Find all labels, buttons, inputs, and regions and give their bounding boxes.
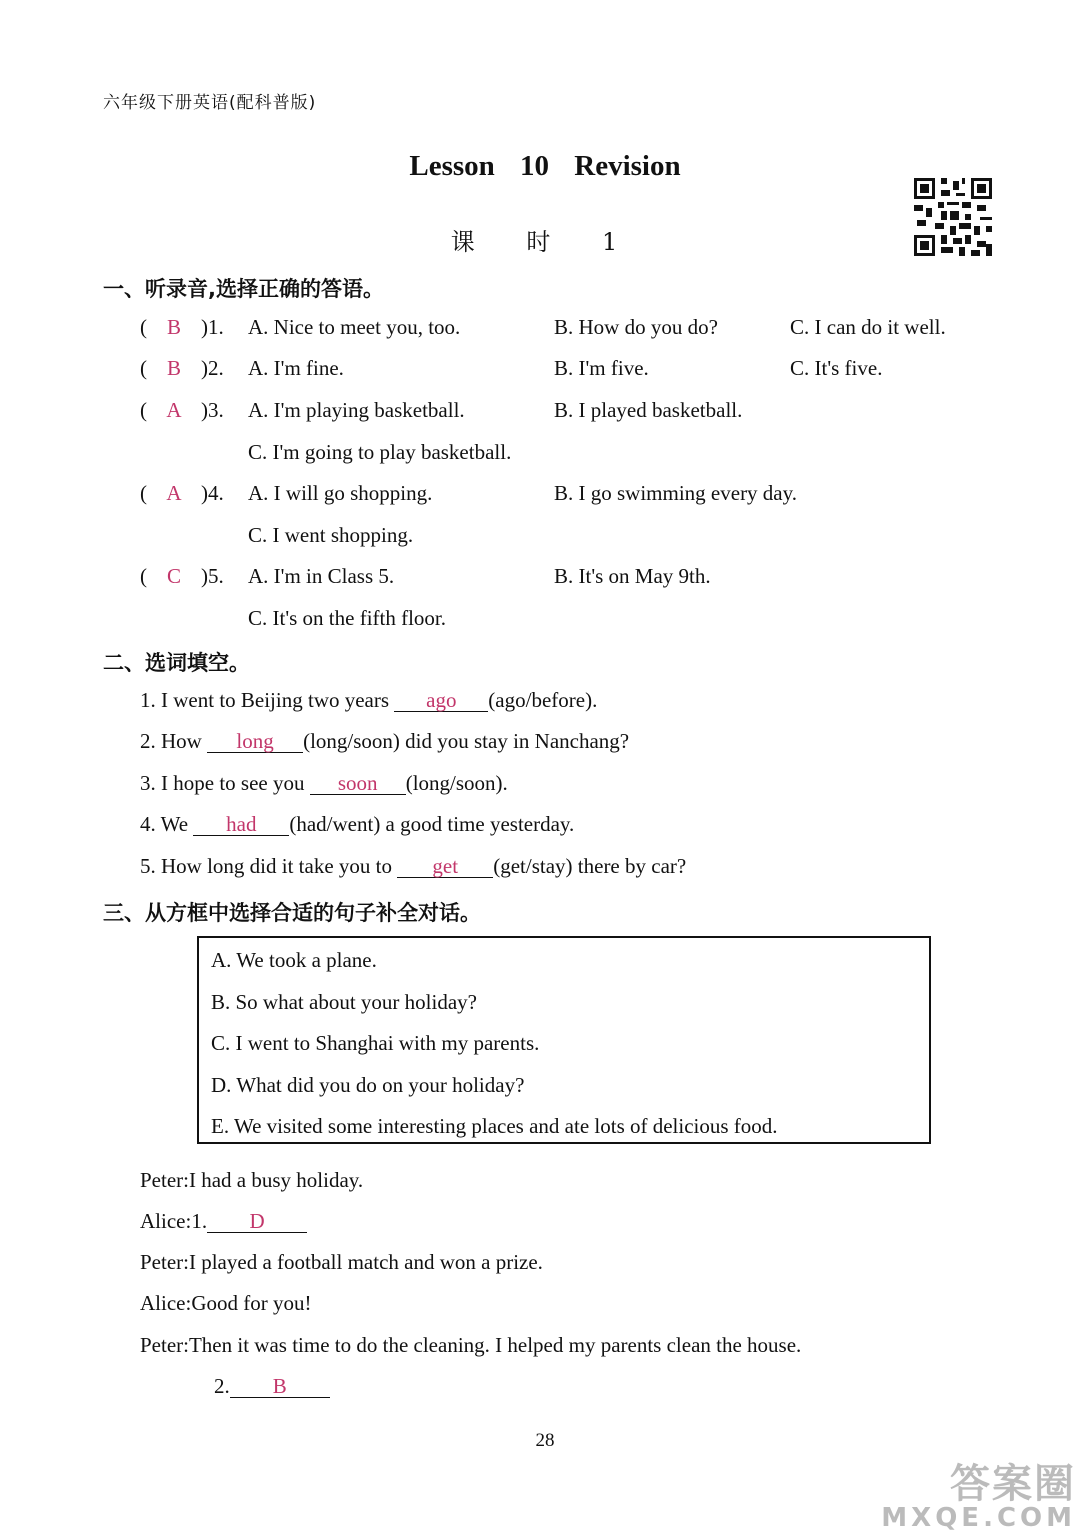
q5-option-c: C. It's on the fifth floor.: [248, 606, 447, 630]
q5-option-b: B. It's on May 9th.: [554, 564, 711, 588]
fill-item-3: 3. I hope to see you soon (long/soon).: [140, 771, 508, 795]
book-header: 六年级下册英语(配科普版): [103, 93, 317, 113]
q3-option-c: C. I'm going to play basketball.: [248, 440, 512, 464]
q2-answer: B: [166, 356, 181, 380]
fill-item-4: 4. We had (had/went) a good time yesterday.: [140, 812, 575, 836]
q4-option-a: A. I will go shopping.: [248, 481, 433, 505]
q1-option-a: A. Nice to meet you, too.: [248, 315, 461, 339]
q4-paren: ( A )4.: [140, 481, 224, 505]
q1-paren: ( B )1.: [140, 315, 224, 339]
dialogue-line-4: Alice:Good for you!: [140, 1291, 312, 1315]
lesson-subtitle: 课 时 1: [450, 228, 640, 256]
lesson-title: Lesson 10 Revision: [409, 150, 681, 182]
q2-option-b: B. I'm five.: [554, 356, 649, 380]
dialogue-blank-1: D: [207, 1210, 307, 1233]
q3-option-b: B. I played basketball.: [554, 398, 743, 422]
fill-item-1: 1. I went to Beijing two years ago (ago/before).: [140, 688, 598, 712]
q1-option-b: B. How do you do?: [554, 315, 718, 339]
option-c: C. I went to Shanghai with my parents.: [211, 1031, 540, 1055]
q5-option-a: A. I'm in Class 5.: [248, 564, 395, 588]
fill-blank-2: long: [207, 730, 303, 753]
dialogue-line-6: 2. B: [214, 1374, 330, 1399]
option-b: B. So what about your holiday?: [211, 990, 477, 1014]
fill-blank-4: had: [193, 813, 289, 836]
q1-answer: B: [166, 315, 181, 339]
page-number: 28: [535, 1430, 555, 1451]
q2-option-c: C. It's five.: [790, 356, 883, 380]
option-d: D. What did you do on your holiday?: [211, 1073, 525, 1097]
q4-option-b: B. I go swimming every day.: [554, 481, 798, 505]
option-e: E. We visited some interesting places and ate lots of delicious food.: [211, 1114, 778, 1138]
q4-option-c: C. I went shopping.: [248, 523, 414, 547]
dialogue-line-5: Peter:Then it was time to do the cleaning. I helped my parents clean the house.: [140, 1333, 802, 1357]
fill-blank-1: ago: [394, 689, 488, 712]
q2-option-a: A. I'm fine.: [248, 356, 344, 380]
dialogue-line-3: Peter:I played a football match and won a prize.: [140, 1250, 543, 1274]
option-a: A. We took a plane.: [211, 948, 377, 972]
section-1-heading: 一、听录音,选择正确的答语。: [103, 277, 384, 301]
q4-answer: A: [166, 481, 182, 505]
fill-blank-5: get: [397, 855, 493, 878]
section-3-heading: 三、从方框中选择合适的句子补全对话。: [103, 901, 481, 925]
watermark: 答案圈 MXQE.COM: [881, 1461, 1076, 1533]
q3-paren: ( A )3.: [140, 398, 224, 422]
q2-paren: ( B )2.: [140, 356, 224, 380]
q3-option-a: A. I'm playing basketball.: [248, 398, 465, 422]
dialogue-line-2: Alice:1. D: [140, 1209, 307, 1234]
qr-code-icon[interactable]: [914, 178, 992, 256]
q1-option-c: C. I can do it well.: [790, 315, 946, 339]
q5-paren: ( C )5.: [140, 564, 224, 588]
fill-item-5: 5. How long did it take you to get (get/stay) there by car?: [140, 854, 687, 878]
q3-answer: A: [166, 398, 182, 422]
fill-item-2: 2. How long (long/soon) did you stay in Nanchang?: [140, 729, 630, 753]
section-2-heading: 二、选词填空。: [103, 651, 250, 675]
dialogue-blank-2: B: [230, 1375, 330, 1398]
q5-answer: C: [166, 564, 181, 588]
dialogue-line-1: Peter:I had a busy holiday.: [140, 1168, 364, 1192]
fill-blank-3: soon: [310, 772, 406, 795]
